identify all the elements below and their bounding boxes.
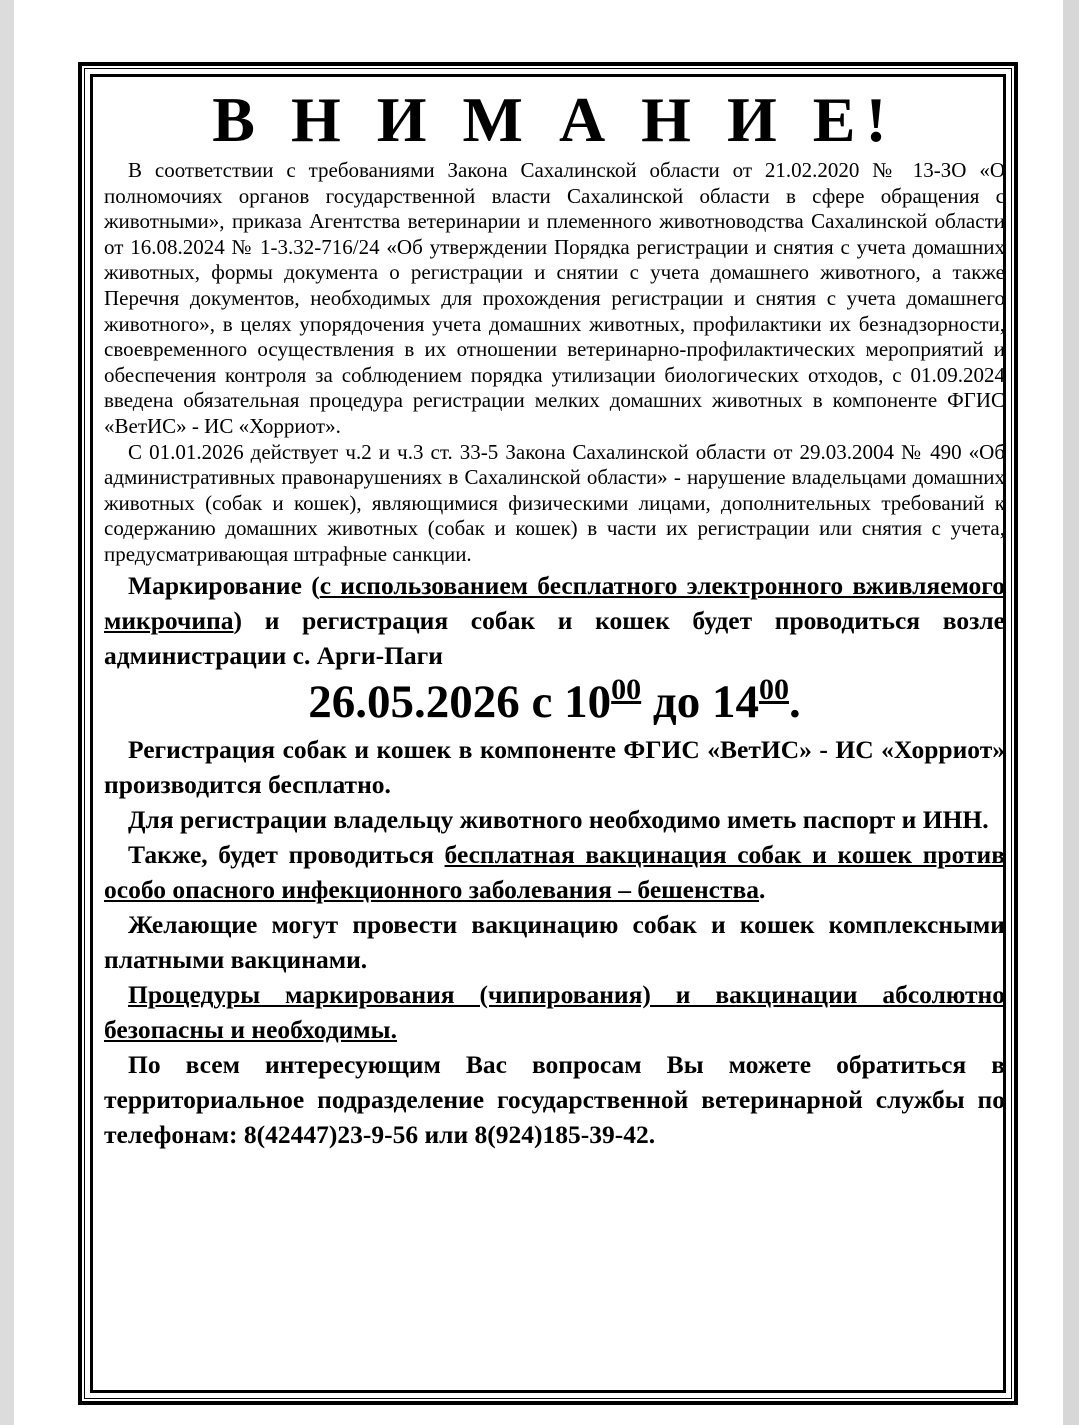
registration-free-paragraph: Регистрация собак и кошек в компоненте ФГИС «ВетИС» - ИС «Хорриот» производится бесплатно. [104, 734, 1005, 799]
vaccination-paragraph [104, 837, 1005, 907]
notice-title: В Н И М А Н И Е! [212, 84, 897, 155]
safety-paragraph [104, 977, 1005, 1047]
contacts-paragraph: По всем интересующим Вас вопросам Вы можете обратиться в территориальное подразделение государственной ветеринарной службы по телефонам: 8(42447)23-9-56 или 8(924)185-39-42. [104, 1049, 1005, 1149]
vaccination-text-end: . [759, 874, 766, 904]
intro-paragraph-law: В соответствии с требованиями Закона Сахалинской области от 21.02.2020 № 13-ЗО «О полномочиях органов государственной власти Сахалинской области в сфере обращения с животными», приказа Агентства ветеринарии и племенного животноводства Сахалинской области от 16.08.2024 № 1-3.32-716/24 «Об утверждении Порядка регистрации и снятия с учета домашних животных, формы документа о регистрации и снятии с учета домашнего животного, а также Перечня документов, необходимых для прохождения регистрации и снятия с учета домашнего животного», в целях упорядочения учета домашних животных, профилактики их безнадзорности, своевременного осуществления в их отношении ветеринарно-профилактических мероприятий и обеспечения контроля за соблюдением порядка утилизации биологических отходов, с 01.09.2024 введена обязательная процедура регистрации мелких домашних животных в компоненте ФГИС «ВетИС» - ИС «Хорриот». [104, 158, 1005, 438]
marking-underlined-text: с использованием бесплатного электронного вживляемого микрочипа [104, 570, 1005, 635]
marking-text-start: Маркирование ( [128, 570, 320, 600]
event-start-minutes: 00 [611, 672, 642, 706]
event-date-dot: . [788, 675, 801, 728]
scrollbar-track[interactable] [1063, 0, 1079, 1425]
event-to-text: до 14 [641, 675, 759, 728]
event-end-minutes: 00 [758, 672, 789, 706]
paid-vaccination-paragraph: Желающие могут провести вакцинацию собак и кошек комплексными платными вакцинами. [104, 909, 1005, 974]
vaccination-text-start: Также, будет проводиться [128, 839, 445, 869]
documents-paragraph: Для регистрации владельцу животного необходимо иметь паспорт и ИНН. [128, 804, 989, 834]
intro-paragraph-penalty: С 01.01.2026 действует ч.2 и ч.3 ст. 33-5 Закона Сахалинской области от 29.03.2004 № 490 «Об административных правонарушениях в Сахалинской области» - нарушение владельцами домашних животных (собак и кошек), являющимися физическими лицами, дополнительных требований к содержанию домашних животных (собак и кошек) в части их регистрации или снятия с учета, предусматривающая штрафные санкции. [104, 439, 1005, 566]
event-date [104, 672, 1005, 728]
event-date-text: 26.05.2026 с 10 [308, 675, 612, 728]
safety-underlined-text: Процедуры маркирования (чипирования) и вакцинации абсолютно безопасны и необходимы. [104, 979, 1005, 1044]
marking-paragraph [104, 568, 1005, 673]
vaccination-underlined-text: бесплатная вакцинация собак и кошек против особо опасного инфекционного заболевания – бешенства [104, 839, 1006, 904]
notice-content [104, 80, 1005, 1152]
marking-text-end: ) и регистрация собак и кошек будет проводиться возле администрации с. Арги-Паги [104, 605, 1005, 670]
